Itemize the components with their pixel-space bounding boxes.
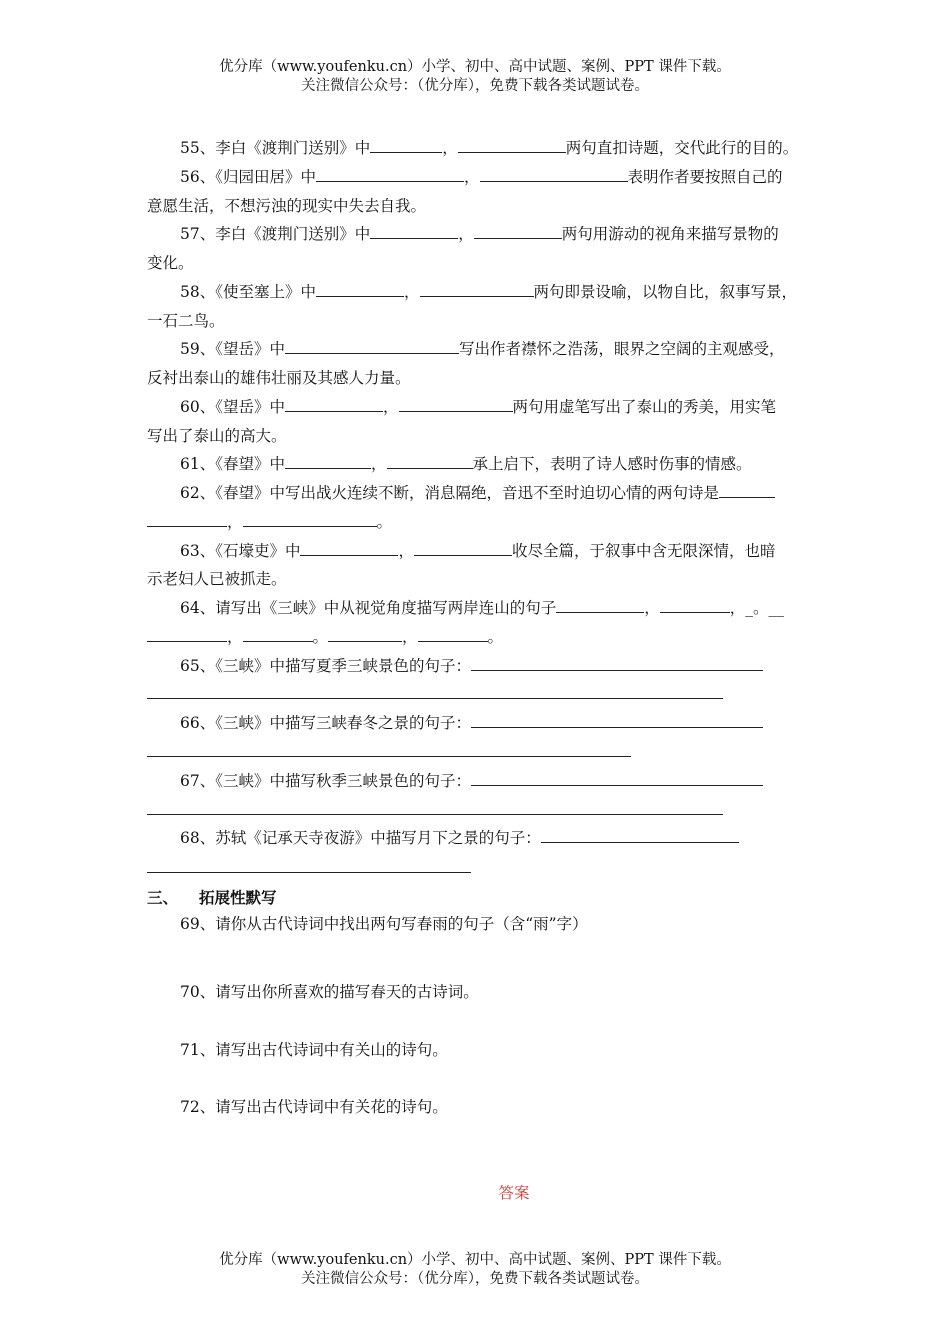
question-59-continuation: 反衬出泰山的雄伟壮丽及其感人力量。 [147,369,411,387]
answer-blank[interactable] [471,713,763,728]
question-65: 65、《三峡》中描写夏季三峡景色的句子： [180,656,763,676]
answer-blank[interactable] [285,339,459,354]
question-64-continuation: ， 。 ， 。 [147,627,503,647]
question-62-continuation: ， 。 [147,512,392,532]
answer-blank[interactable] [387,454,473,469]
answer-blank[interactable] [471,771,763,786]
question-55: 55、李白《渡荆门送别》中 ， 两句直扣诗题，交代此行的目的。 [180,139,799,157]
header-line-1: 优分库（www.youfenku.cn）小学、初中、高中试题、案例、PPT 课件下载。 [219,59,731,75]
answer-blank[interactable] [370,224,458,239]
answer-heading: 答案 [498,1184,530,1202]
question-60-continuation: 写出了泰山的高大。 [147,427,287,445]
answer-blank[interactable] [480,167,628,182]
question-60: 60、《望岳》中 ， 两句用虚笔写出了泰山的秀美，用实笔 [180,398,777,416]
question-70: 70、请写出你所喜欢的描写春天的古诗词。 [180,983,479,1001]
question-57: 57、李白《渡荆门送别》中 ， 两句用游动的视角来描写景物的 [180,225,779,243]
answer-blank[interactable] [316,282,404,297]
answer-blank[interactable] [471,656,763,671]
answer-blank[interactable] [399,397,513,412]
answer-blank[interactable] [418,627,488,642]
answer-line[interactable] [147,698,723,699]
header-line-2: 关注微信公众号：（优分库），免费下载各类试题试卷。 [301,78,649,94]
question-69: 69、请你从古代诗词中找出两句写春雨的句子（含“雨”字） [180,915,588,933]
answer-blank[interactable] [660,598,730,613]
question-56-continuation: 意愿生活，不想污浊的现实中失去自我。 [147,197,427,215]
footer-line-2: 关注微信公众号：（优分库），免费下载各类试题试卷。 [301,1271,649,1287]
question-66: 66、《三峡》中描写三峡春冬之景的句子： [180,713,763,733]
answer-line[interactable] [147,756,631,757]
question-68: 68、苏轼《记承天寺夜游》中描写月下之景的句子： [180,828,739,848]
question-67: 67、《三峡》中描写秋季三峡景色的句子： [180,771,763,791]
answer-blank[interactable] [474,224,562,239]
answer-blank[interactable] [556,598,644,613]
answer-blank[interactable] [316,167,464,182]
question-61: 61、《春望》中 ， 承上启下，表明了诗人感时伤事的情感。 [180,455,752,473]
answer-line[interactable] [147,814,723,815]
answer-blank[interactable] [147,627,227,642]
answer-blank[interactable] [370,138,442,153]
answer-blank[interactable] [147,512,227,527]
answer-blank[interactable] [285,454,371,469]
answer-blank[interactable] [300,541,398,556]
answer-blank[interactable] [414,541,512,556]
answer-blank[interactable] [420,282,534,297]
answer-blank[interactable] [285,397,383,412]
question-64: 64、请写出《三峡》中从视觉角度描写两岸连山的句子 ， ，_。__ [180,599,785,617]
question-57-continuation: 变化。 [147,254,194,272]
answer-blank[interactable] [328,627,402,642]
answer-blank[interactable] [541,828,739,843]
question-56: 56、《归园田居》中 ， 表明作者要按照自己的 [180,168,783,186]
question-72: 72、请写出古代诗词中有关花的诗句。 [180,1098,448,1116]
answer-line[interactable] [147,872,471,873]
answer-blank[interactable] [719,483,775,498]
answer-blank[interactable] [243,512,377,527]
question-62: 62、《春望》中写出战火连续不断，消息隔绝，音迅不至时迫切心情的两句诗是 [180,483,775,503]
question-71: 71、请写出古代诗词中有关山的诗句。 [180,1041,448,1059]
section-heading-3: 三、 拓展性默写 [147,889,277,907]
question-58-continuation: 一石二鸟。 [147,312,225,330]
answer-blank[interactable] [458,138,566,153]
question-59: 59、《望岳》中 写出作者襟怀之浩荡，眼界之空阔的主观感受， [180,340,785,358]
footer-line-1: 优分库（www.youfenku.cn）小学、初中、高中试题、案例、PPT 课件下载。 [219,1252,731,1268]
answer-blank[interactable] [243,627,313,642]
question-63: 63、《石壕吏》中 ， 收尽全篇，于叙事中含无限深情，也暗 [180,542,776,560]
question-63-continuation: 示老妇人已被抓走。 [147,570,287,588]
question-58: 58、《使至塞上》中 ， 两句即景设喻，以物自比，叙事写景， [180,283,798,301]
